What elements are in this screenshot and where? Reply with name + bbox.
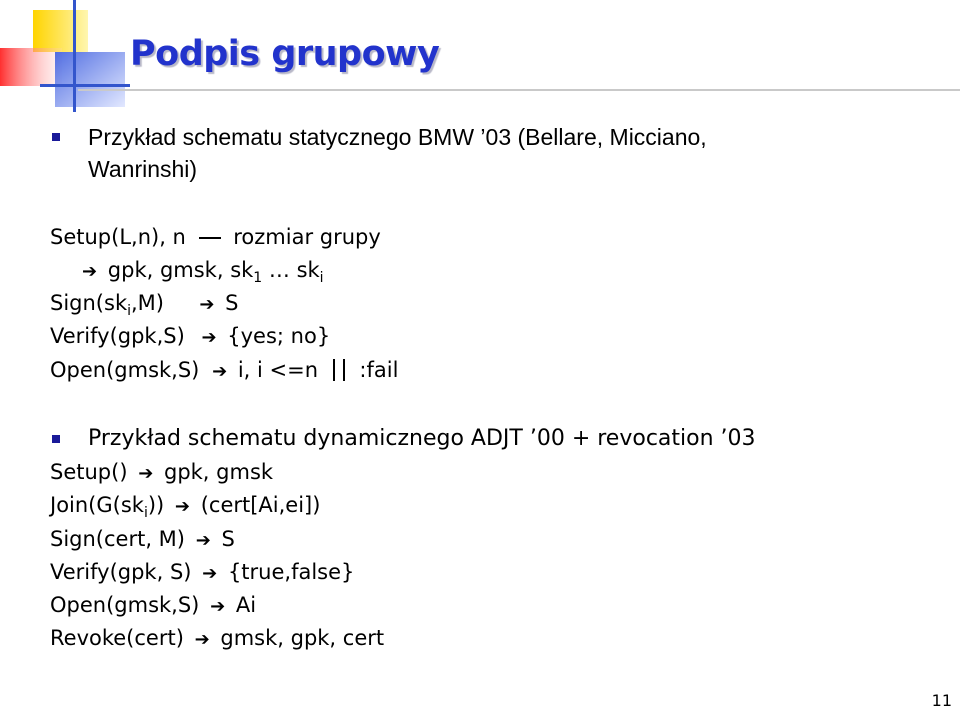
dynamic-verify-a: Verify(gpk, S) <box>50 560 192 584</box>
bullet-marker <box>52 133 60 141</box>
static-sign-sub: i <box>127 303 131 319</box>
arrow-icon: ➔ <box>212 361 228 382</box>
dynamic-revoke <box>50 628 384 649</box>
arrow-icon: ➔ <box>195 530 211 551</box>
dynamic-join-sub: i <box>143 505 148 521</box>
dynamic-setup-b: gpk, gmsk <box>163 460 274 484</box>
static-open-a: Open(gmsk,S) <box>50 358 200 382</box>
dynamic-join-c: (cert[Ai,ei]) <box>200 493 321 517</box>
slide-title: Podpis grupowy <box>130 34 440 74</box>
bullet1-line2: Wanrinshi) <box>88 156 198 182</box>
static-keygen-sub1: 1 <box>253 270 263 286</box>
static-sign-b: ,M) <box>131 291 164 315</box>
static-setup <box>50 227 381 248</box>
dynamic-join-b: )) <box>147 493 165 517</box>
static-setup-call: Setup(L,n), n <box>50 225 186 249</box>
dynamic-join <box>50 493 321 521</box>
static-keygen-subi: i <box>319 270 324 286</box>
static-open <box>50 359 398 381</box>
bullet2-text: Przykład schematu dynamicznego ADJT ’00 + revocation ’03 <box>88 426 756 451</box>
dynamic-revoke-a: Revoke(cert) <box>50 626 184 650</box>
static-open-b: i, i <=n <box>237 358 319 382</box>
arrow-icon: ➔ <box>194 629 210 650</box>
arrow-icon: ➔ <box>210 596 226 617</box>
arrow-icon: ➔ <box>201 327 217 348</box>
static-verify-b: {yes; no} <box>227 324 331 348</box>
dynamic-join-a: Join(G(sk <box>50 493 144 517</box>
dash-icon <box>199 237 221 239</box>
static-verify-a: Verify(gpk,S) <box>50 324 185 348</box>
dynamic-verify <box>50 562 354 583</box>
static-sign-c: S <box>225 291 239 315</box>
arrow-icon: ➔ <box>202 563 218 584</box>
static-keygen-b: … sk <box>262 258 320 282</box>
dynamic-setup-a: Setup() <box>50 460 128 484</box>
dynamic-setup <box>50 462 273 483</box>
bullet-marker <box>52 435 60 443</box>
dynamic-revoke-b: gmsk, gpk, cert <box>220 626 385 650</box>
arrow-icon: ➔ <box>138 463 154 484</box>
static-sign-a: Sign(sk <box>50 291 128 315</box>
bullet1-line1: Przykład schematu statycznego BMW ’03 (Bellare, Micciano, <box>88 124 707 150</box>
dynamic-sign-b: S <box>221 527 235 551</box>
dynamic-open-b: Ai <box>235 593 257 617</box>
dynamic-sign <box>50 529 235 550</box>
static-keygen <box>82 258 324 286</box>
title-divider <box>78 89 960 91</box>
dynamic-verify-b: {true,false} <box>227 560 355 584</box>
static-sign <box>50 291 239 319</box>
static-verify <box>50 326 330 347</box>
arrow-icon: ➔ <box>82 261 98 282</box>
page-number: 11 <box>931 691 952 710</box>
static-setup-desc: rozmiar grupy <box>233 225 381 249</box>
decorative-corner-graphic <box>0 0 130 115</box>
arrow-icon: ➔ <box>174 496 191 517</box>
or-bars-icon <box>333 359 345 381</box>
dynamic-open-a: Open(gmsk,S) <box>50 593 200 617</box>
static-keygen-a: gpk, gmsk, sk <box>107 258 254 282</box>
dynamic-sign-a: Sign(cert, M) <box>50 527 185 551</box>
arrow-icon: ➔ <box>199 294 215 315</box>
static-open-c: :fail <box>359 358 399 382</box>
dynamic-open <box>50 595 256 616</box>
